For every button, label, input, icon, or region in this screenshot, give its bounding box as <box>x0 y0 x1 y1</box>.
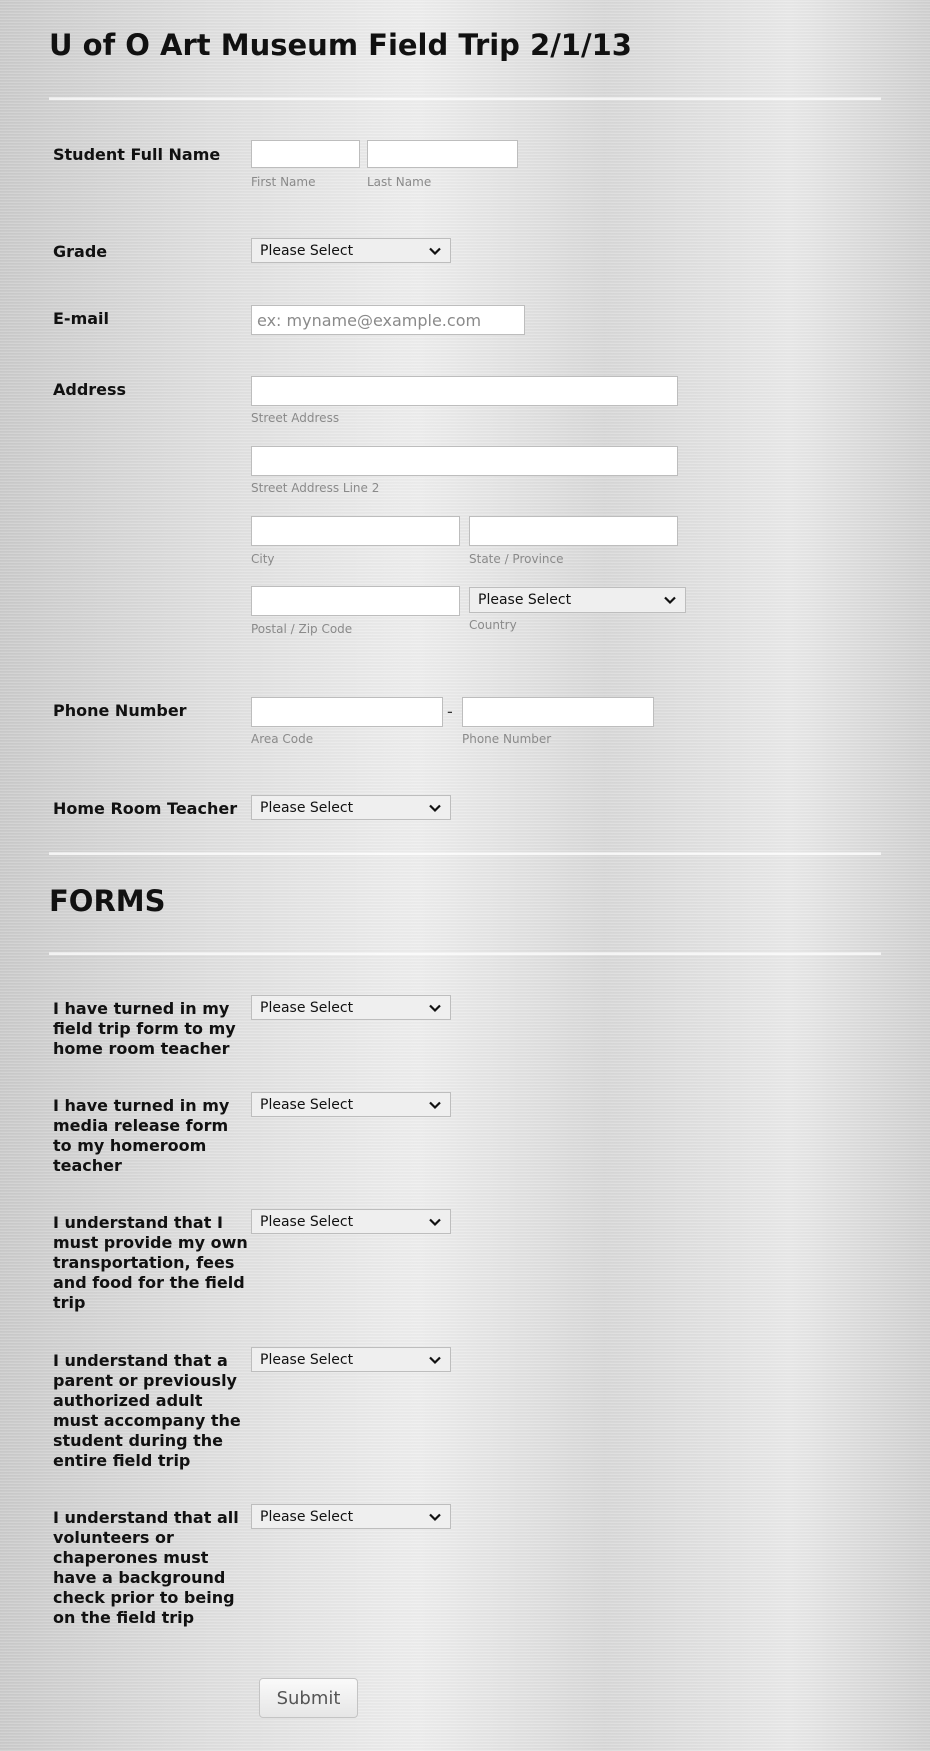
area-code-input[interactable] <box>251 697 443 727</box>
form-title: U of O Art Museum Field Trip 2/1/13 <box>49 28 632 62</box>
city-input[interactable] <box>251 516 460 546</box>
last-name-sublabel: Last Name <box>367 175 432 189</box>
media-release-form-select-value: Please Select <box>260 1096 354 1113</box>
address-label: Address <box>53 380 127 399</box>
chevron-down-icon <box>428 244 442 258</box>
adult-accompany-select[interactable] <box>251 1347 451 1372</box>
postal-code-sublabel: Postal / Zip Code <box>251 622 353 636</box>
background-check-select[interactable] <box>251 1504 451 1529</box>
country-select-value: Please Select <box>478 592 572 608</box>
field-trip-form-label: I have turned in my field trip form to my home room teacher <box>53 999 236 1058</box>
field-trip-form-select[interactable] <box>251 995 451 1020</box>
grade-label: Grade <box>53 242 108 261</box>
grade-select-value: Please Select <box>260 242 354 259</box>
transportation-label: I understand that I must provide my own transportation, fees and food for the field trip <box>53 1213 248 1312</box>
state-province-input[interactable] <box>469 516 678 546</box>
submit-button[interactable]: Submit <box>259 1678 358 1718</box>
first-name-sublabel: First Name <box>251 175 316 189</box>
chevron-down-icon <box>428 1001 442 1015</box>
header-divider <box>49 97 881 100</box>
country-select[interactable] <box>469 587 686 613</box>
grade-select[interactable] <box>251 238 451 263</box>
postal-code-input[interactable] <box>251 586 460 616</box>
field-trip-form-select-value: Please Select <box>260 999 354 1016</box>
phone-separator: - <box>447 702 453 721</box>
background-check-label: I understand that all volunteers or chaperones must have a background check prior to being on the field trip <box>53 1508 239 1627</box>
email-label: E-mail <box>53 309 110 328</box>
street-address-line2-input[interactable] <box>251 446 678 476</box>
forms-section-title: FORMS <box>49 884 166 918</box>
phone-label: Phone Number <box>53 701 187 720</box>
city-sublabel: City <box>251 552 275 566</box>
section-divider-bottom <box>49 952 881 955</box>
phone-number-input[interactable] <box>462 697 654 727</box>
section-divider-top <box>49 852 881 855</box>
homeroom-teacher-label: Home Room Teacher <box>53 799 238 818</box>
chevron-down-icon <box>428 1215 442 1229</box>
chevron-down-icon <box>428 801 442 815</box>
media-release-form-label: I have turned in my media release form to my homeroom teacher <box>53 1096 230 1175</box>
chevron-down-icon <box>663 593 677 607</box>
area-code-sublabel: Area Code <box>251 732 314 746</box>
state-province-sublabel: State / Province <box>469 552 564 566</box>
student-name-label: Student Full Name <box>53 145 221 164</box>
street-address-sublabel: Street Address <box>251 411 340 425</box>
homeroom-teacher-select[interactable] <box>251 795 451 820</box>
first-name-input[interactable] <box>251 140 360 168</box>
street-address-line2-sublabel: Street Address Line 2 <box>251 481 380 495</box>
chevron-down-icon <box>428 1510 442 1524</box>
email-input[interactable] <box>251 305 525 335</box>
transportation-select[interactable] <box>251 1209 451 1234</box>
street-address-input[interactable] <box>251 376 678 406</box>
media-release-form-select[interactable] <box>251 1092 451 1117</box>
background-check-select-value: Please Select <box>260 1508 354 1525</box>
chevron-down-icon <box>428 1098 442 1112</box>
homeroom-teacher-select-value: Please Select <box>260 799 354 816</box>
chevron-down-icon <box>428 1353 442 1367</box>
phone-number-sublabel: Phone Number <box>462 732 552 746</box>
adult-accompany-select-value: Please Select <box>260 1351 354 1368</box>
adult-accompany-label: I understand that a parent or previously authorized adult must accompany the student during the entire field trip <box>53 1351 241 1470</box>
transportation-select-value: Please Select <box>260 1213 354 1230</box>
country-sublabel: Country <box>469 618 517 632</box>
last-name-input[interactable] <box>367 140 518 168</box>
